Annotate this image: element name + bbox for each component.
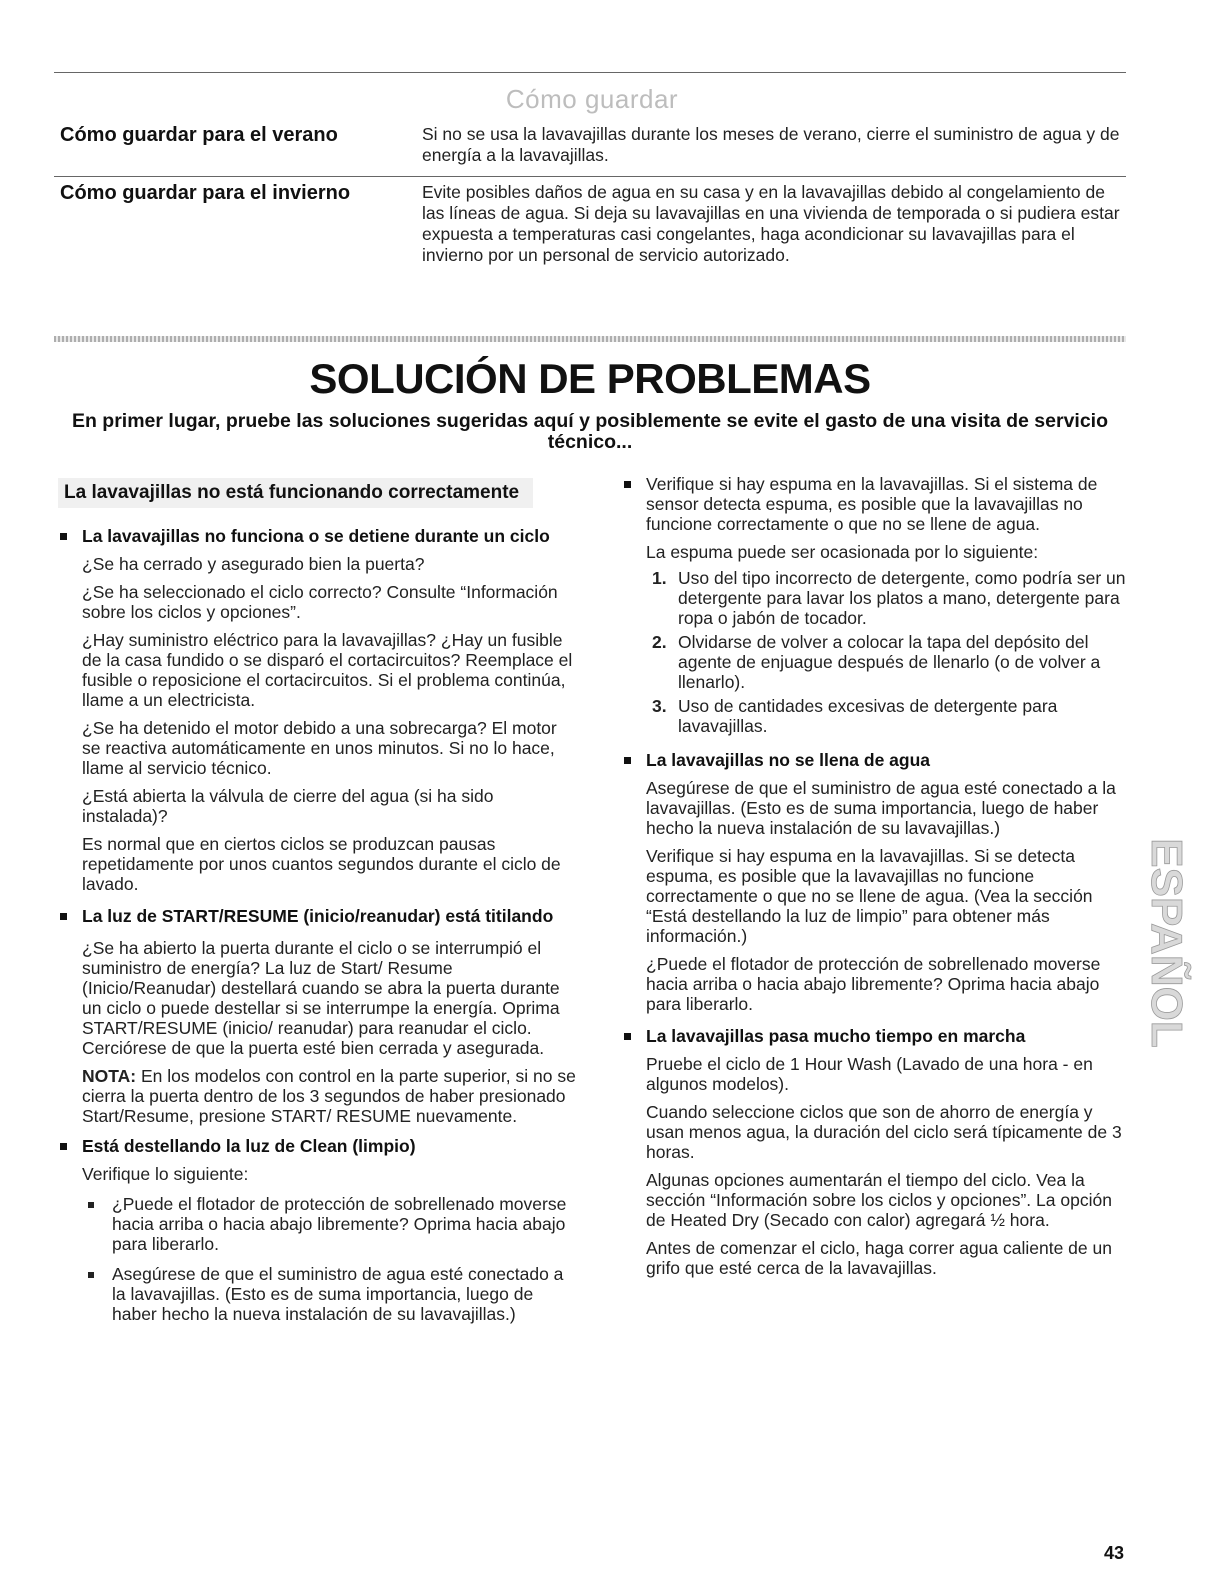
item-number: 1.	[652, 568, 667, 588]
numbered-item	[646, 696, 1128, 736]
item-paragraph: ¿Se ha cerrado y asegurado bien la puerta?	[82, 554, 425, 574]
top-divider	[54, 72, 1126, 73]
item-title: La lavavajillas no funciona o se detiene durante un ciclo	[82, 526, 550, 546]
sub-list-item	[82, 1264, 578, 1324]
bullet-square-icon	[60, 533, 67, 540]
item-paragraph: Pruebe el ciclo de 1 Hour Wash (Lavado de una hora - en algunos modelos).	[646, 1054, 1093, 1094]
item-title: Está destellando la luz de Clean (limpio)	[82, 1136, 416, 1156]
item-paragraph: ¿Se ha seleccionado el ciclo correcto? Consulte “Información sobre los ciclos y opciones”.	[82, 582, 558, 622]
dotted-divider	[54, 336, 1126, 342]
note-paragraph	[82, 1066, 578, 1126]
sub-list-item	[82, 1194, 578, 1254]
note-text: En los modelos con control en la parte superior, si no se cierra la puerta dentro de los 3 segundos de haber presionado Start/Resume, presione START/ RESUME nuevamente.	[82, 1066, 576, 1126]
item-paragraph: Verifique si hay espuma en la lavavajillas. Si el sistema de sensor detecta espuma, es posible que la lavavajillas no funcione correctamente o que no se llene de agua.	[646, 474, 1098, 534]
item-paragraph: ¿Puede el flotador de protección de sobrellenado moverse hacia arriba o hacia abajo libremente? Oprima hacia abajo para liberarlo.	[646, 954, 1101, 1014]
storage-row-divider	[54, 176, 1126, 177]
item-title: La lavavajillas no se llena de agua	[646, 750, 931, 770]
list-item-not-running	[58, 526, 578, 894]
item-paragraph: Asegúrese de que el suministro de agua esté conectado a la lavavajillas. (Esto es de suma importancia, luego de haber hecho la nueva instalación de su lavavajillas.)	[646, 778, 1116, 838]
numbered-item	[646, 632, 1128, 692]
item-paragraph: ¿Hay suministro eléctrico para la lavavajillas? ¿Hay un fusible de la casa fundido o se disparó el cortacircuitos? Reemplace el fusible o reposicione el cortacircuitos. Si el problema continúa, llame a un electricista.	[82, 630, 573, 710]
item-paragraph: Cuando seleccione ciclos que son de ahorro de energía y usan menos agua, la duración del ciclo será típicamente de 3 horas.	[646, 1102, 1122, 1162]
sub-item-text: ¿Puede el flotador de protección de sobrellenado moverse hacia arriba o hacia abajo libremente? Oprima hacia abajo para liberarlo.	[112, 1194, 567, 1254]
bullet-square-icon	[624, 757, 631, 764]
item-number: 3.	[652, 696, 667, 716]
bullet-square-icon	[60, 1143, 67, 1150]
item-paragraph: La espuma puede ser ocasionada por lo siguiente:	[646, 542, 1039, 562]
item-title: La lavavajillas pasa mucho tiempo en marcha	[646, 1026, 1026, 1046]
bullet-square-icon	[60, 913, 67, 920]
item-paragraph: Verifique lo siguiente:	[82, 1164, 249, 1184]
page-number: 43	[1103, 1543, 1124, 1563]
page-subtitle: En primer lugar, pruebe las soluciones sugeridas aquí y posiblemente se evite el gasto de una visita de servicio técnico...	[71, 410, 1109, 453]
bullet-square-icon	[88, 1202, 94, 1208]
bullet-square-icon	[624, 1033, 631, 1040]
sub-item-text: Asegúrese de que el suministro de agua esté conectado a la lavavajillas. (Esto es de suma importancia, luego de haber hecho la nueva instalación de su lavavajillas.)	[112, 1264, 564, 1324]
item-paragraph: ¿Está abierta la válvula de cierre del agua (si ha sido instalada)?	[82, 786, 494, 826]
list-item-foam	[622, 474, 1128, 736]
page-title: SOLUCIÓN DE PROBLEMAS	[309, 355, 871, 402]
storage-text-winter: Evite posibles daños de agua en su casa y en la lavavajillas debido al congelamiento de las líneas de agua. Si deja su lavavajillas en una vivienda de temporada o si pudiera estar expuesta a temperaturas casi congelantes, haga acondicionar su lavavajillas para el invierno por un personal de servicio autorizado.	[422, 182, 1120, 265]
list-item-clean-light	[58, 1136, 578, 1324]
note-label: NOTA:	[82, 1066, 137, 1086]
numbered-item-text: Uso del tipo incorrecto de detergente, como podría ser un detergente para lavar los platos a mano, detergente para ropa o jabón de tocador.	[678, 568, 1126, 628]
item-paragraph: Antes de comenzar el ciclo, haga correr agua caliente de un grifo que esté cerca de la lavavajillas.	[646, 1238, 1112, 1278]
storage-label-winter: Cómo guardar para el invierno	[60, 182, 351, 204]
bullet-square-icon	[624, 481, 631, 488]
bullet-square-icon	[88, 1272, 94, 1278]
item-paragraph: ¿Se ha detenido el motor debido a una sobrecarga? El motor se reactiva automáticamente en unos minutos. Si no lo hace, llame al servicio técnico.	[82, 718, 557, 778]
item-paragraph: Verifique si hay espuma en la lavavajillas. Si se detecta espuma, es posible que la lavavajillas no funcione correctamente o que no se llene de agua. (Vea la sección “Está destellando la luz de limpio” para obtener más información.)	[646, 846, 1093, 946]
storage-section-title: Cómo guardar	[505, 84, 679, 114]
storage-label-summer: Cómo guardar para el verano	[60, 124, 338, 146]
item-paragraph: ¿Se ha abierto la puerta durante el ciclo o se interrumpió el suministro de energía? La luz de Start/ Resume (Inicio/Reanudar) destellará cuando se abra la puerta durante un ciclo o puede destellar si se interrumpe la energía. Oprima START/RESUME (inicio/ reanudar) para reanudar el ciclo. Cerciórese de que la puerta esté bien cerrada y asegurada.	[82, 938, 560, 1058]
item-number: 2.	[652, 632, 667, 652]
list-item-long-runtime	[622, 1026, 1128, 1278]
list-item-start-resume	[58, 906, 578, 1126]
numbered-item-text: Uso de cantidades excesivas de detergente para lavavajillas.	[678, 696, 1058, 736]
numbered-item	[646, 568, 1128, 628]
language-side-tab	[1142, 822, 1191, 1064]
section-heading: La lavavajillas no está funcionando correctamente	[58, 478, 533, 508]
item-paragraph: Algunas opciones aumentarán el tiempo del ciclo. Vea la sección “Información sobre los ciclos y opciones”. La opción de Heated Dry (Secado con calor) agregará ½ hora.	[646, 1170, 1112, 1230]
item-paragraph: Es normal que en ciertos ciclos se produzcan pausas repetidamente por unos cuantos segundos durante el ciclo de lavado.	[82, 834, 561, 894]
language-tab-label: ESPAÑOL	[1142, 838, 1191, 1048]
left-column	[58, 478, 578, 1324]
numbered-item-text: Olvidarse de volver a colocar la tapa del depósito del agente de enjuague después de llenarlo (o de volver a llenarlo).	[678, 632, 1101, 692]
storage-text-summer: Si no se usa la lavavajillas durante los meses de verano, cierre el suministro de agua y de energía a la lavavajillas.	[422, 124, 1120, 165]
right-column	[622, 474, 1128, 1278]
item-title: La luz de START/RESUME (inicio/reanudar) está titilando	[82, 906, 554, 926]
list-item-no-water	[622, 750, 1128, 1014]
